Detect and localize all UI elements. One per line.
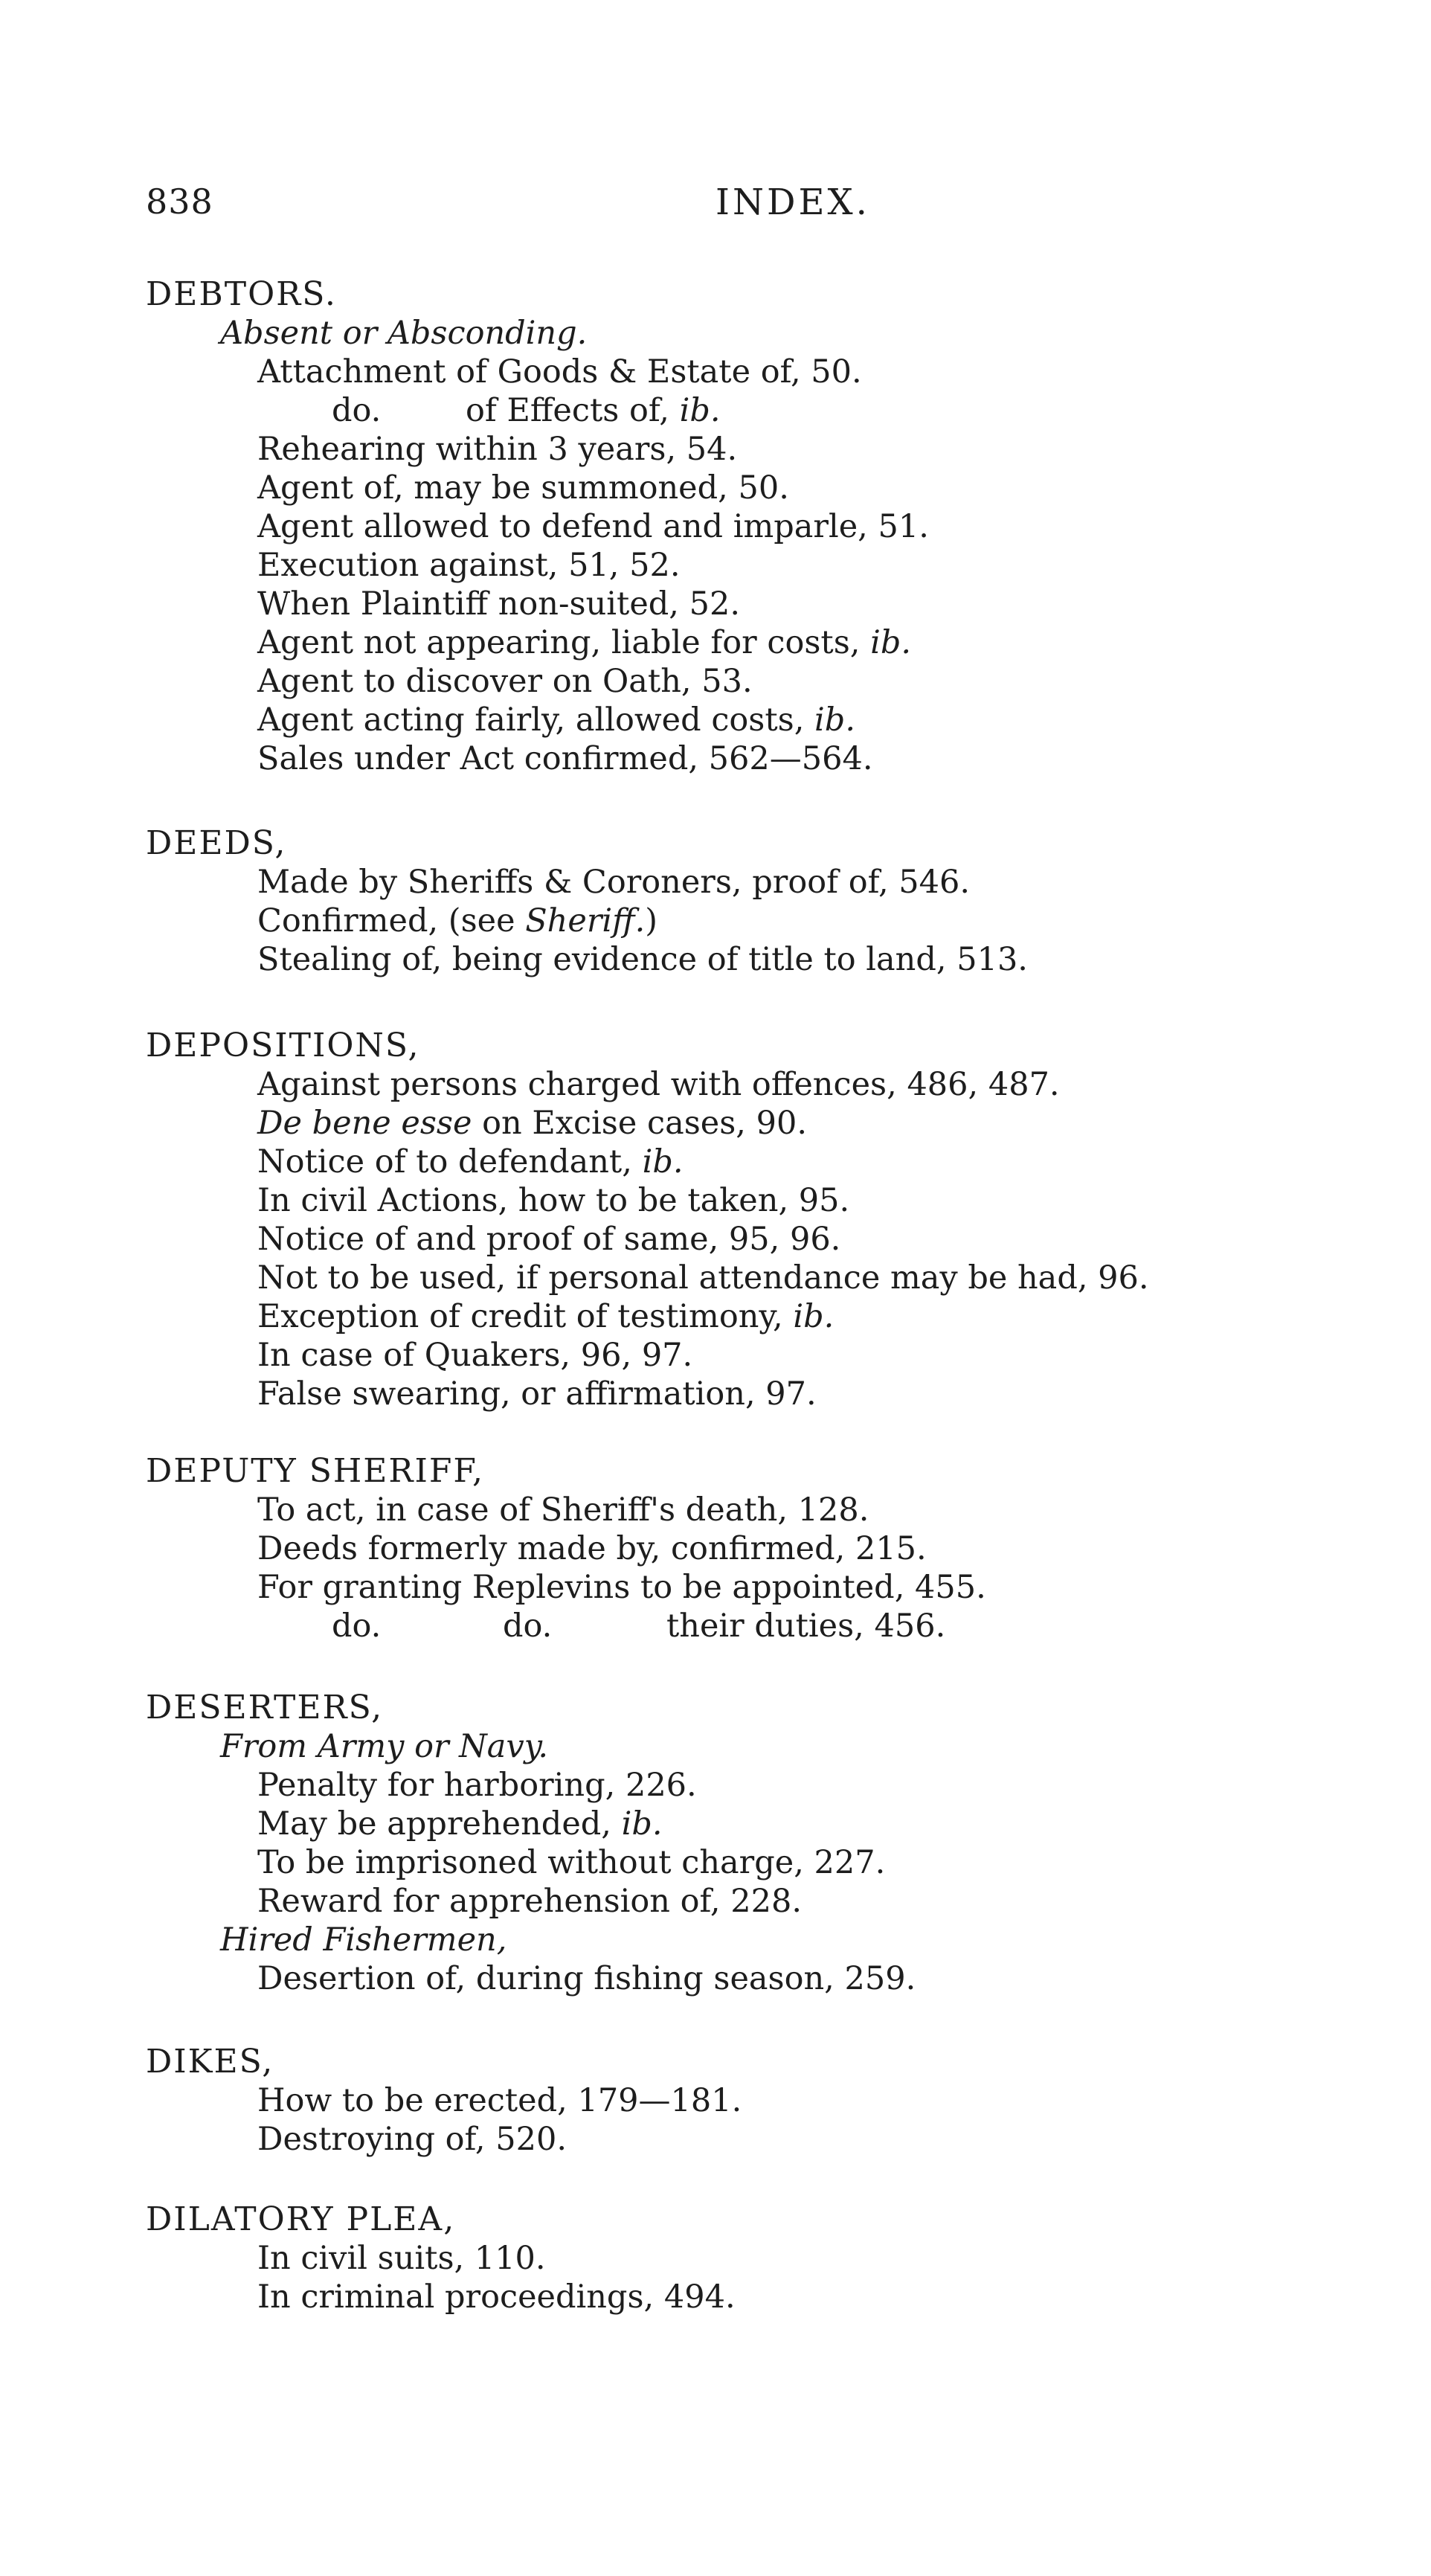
index-line: Agent allowed to defend and imparle, 51. [257,508,929,545]
index-line: How to be erected, 179—181. [257,2082,742,2119]
index-text: May be apprehended, [257,1805,611,1843]
index-line: Agent to discover on Oath, 53. [257,663,753,700]
index-line: In criminal proceedings, 494. [257,2278,736,2316]
index-line: In case of Quakers, 96, 97. [257,1337,693,1374]
index-line-ditto: do. [503,1607,553,1645]
index-text: Confirmed, (see [257,902,515,939]
index-text: Agent acting fairly, allowed costs, [257,701,805,739]
index-line [466,391,721,430]
entry-heading-deeds: DEEDS, [146,824,287,862]
ibid-marker: ib. [621,1805,663,1843]
index-line: their duties, 456. [666,1607,946,1645]
index-line: Against persons charged with offences, 486, 487. [257,1066,1060,1103]
index-line: Not to be used, if personal attendance may be had, 96. [257,1259,1149,1297]
index-line: Rehearing within 3 years, 54. [257,431,738,468]
index-line: Made by Sheriffs & Coroners, proof of, 546. [257,864,971,901]
ibid-marker: ib. [642,1143,684,1181]
index-text: Agent not appearing, liable for costs, [257,624,861,661]
index-line [257,902,657,940]
index-text: Notice of to defendant, [257,1143,632,1181]
page-number: 838 [146,182,213,222]
index-line [257,623,911,662]
subheading-army-navy: From Army or Navy. [220,1728,548,1765]
ibid-marker: ib. [870,624,912,661]
index-line: Attachment of Goods & Estate of, 50. [257,353,862,391]
subheading-hired-fishermen: Hired Fishermen, [220,1921,507,1959]
subheading-absent-absconding: Absent or Absconding. [220,315,588,352]
latin-phrase: De bene esse [257,1105,472,1142]
index-line [257,1143,684,1181]
entry-heading-dilatory-plea: DILATORY PLEA, [146,2200,456,2238]
index-line: Notice of and proof of same, 95, 96. [257,1221,841,1258]
index-line [257,1297,834,1336]
ibid-marker: ib. [793,1298,835,1335]
index-line: To be imprisoned without charge, 227. [257,1844,886,1881]
index-line: Reward for apprehension of, 228. [257,1883,802,1920]
index-line: False swearing, or affirmation, 97. [257,1375,817,1413]
ibid-marker: ib. [814,701,855,739]
index-line: Sales under Act confirmed, 562—564. [257,740,873,777]
ibid-marker: ib. [679,392,721,429]
entry-heading-dikes: DIKES, [146,2043,274,2081]
running-head: INDEX. [716,182,870,223]
cross-reference: Sheriff. [525,902,646,939]
index-line: Execution against, 51, 52. [257,547,681,584]
index-line: Agent of, may be summoned, 50. [257,469,789,507]
index-line: Penalty for harboring, 226. [257,1767,697,1804]
index-text: ) [645,902,658,939]
index-line [257,1805,663,1843]
entry-heading-deputy-sheriff: DEPUTY SHERIFF, [146,1452,485,1490]
entry-heading-depositions: DEPOSITIONS, [146,1027,420,1064]
index-line: When Plaintiff non-suited, 52. [257,585,741,623]
index-text: of Effects of, [466,392,669,429]
index-line-ditto: do. [332,392,382,429]
index-line: In civil Actions, how to be taken, 95. [257,1182,850,1219]
index-line: For granting Replevins to be appointed, 455. [257,1569,986,1606]
index-line: To act, in case of Sheriff's death, 128. [257,1491,869,1529]
index-line: Desertion of, during fishing season, 259. [257,1960,916,1997]
entry-heading-deserters: DESERTERS, [146,1689,384,1727]
index-line [257,1104,807,1143]
index-line: Stealing of, being evidence of title to land, 513. [257,941,1028,978]
index-line: Deeds formerly made by, confirmed, 215. [257,1530,927,1567]
index-line [257,701,855,739]
entry-heading-debtors: DEBTORS. [146,275,337,313]
index-line: Destroying of, 520. [257,2121,567,2158]
index-line-ditto: do. [332,1607,382,1645]
index-line: In civil suits, 110. [257,2240,546,2277]
index-text: Exception of credit of testimony, [257,1298,783,1335]
index-text: on Excise cases, 90. [482,1105,808,1142]
